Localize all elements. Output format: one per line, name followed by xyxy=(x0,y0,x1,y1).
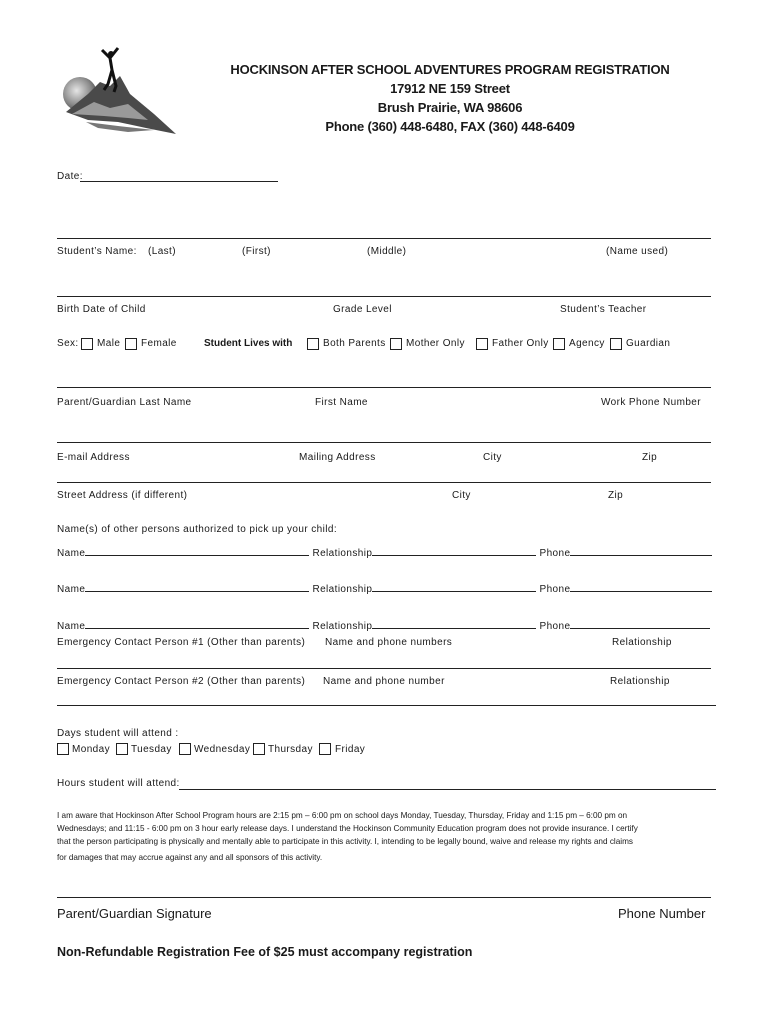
parent-name-field[interactable] xyxy=(57,387,711,388)
pickup-relationship-label: Relationship xyxy=(312,584,373,595)
name-used-label: (Name used) xyxy=(606,246,669,257)
date-label: Date: xyxy=(57,171,83,182)
email-label: E-mail Address xyxy=(57,452,130,463)
female-label: Female xyxy=(141,338,177,349)
pickup-name-label: Name xyxy=(57,584,86,595)
middle-label: (Middle) xyxy=(367,246,407,257)
pickup-relationship-label: Relationship xyxy=(312,548,373,559)
thursday-label: Thursday xyxy=(268,744,313,755)
monday-checkbox[interactable] xyxy=(57,743,69,755)
address-city: Brush Prairie, WA 98606 xyxy=(377,100,523,115)
wednesday-checkbox[interactable] xyxy=(179,743,191,755)
friday-checkbox[interactable] xyxy=(319,743,331,755)
fee-note: Non-Refundable Registration Fee of $25 must accompany registration xyxy=(57,945,473,959)
emergency-contact-2-relationship-label: Relationship xyxy=(610,676,670,687)
tuesday-checkbox[interactable] xyxy=(116,743,128,755)
both-parents-label: Both Parents xyxy=(323,338,386,349)
pickup-phone-label: Phone xyxy=(539,584,571,595)
friday-label: Friday xyxy=(335,744,366,755)
pickup-phone-label: Phone xyxy=(539,621,571,632)
pickup-name-field[interactable] xyxy=(85,618,309,629)
emergency-contact-2-field[interactable] xyxy=(57,705,716,706)
street-zip-label: Zip xyxy=(608,490,624,501)
pickup-phone-field[interactable] xyxy=(570,545,712,556)
email-mailing-field[interactable] xyxy=(57,442,711,443)
address-street: 17912 NE 159 Street xyxy=(390,81,510,96)
hours-field[interactable] xyxy=(179,789,716,790)
wednesday-label: Wednesday xyxy=(194,744,251,755)
pickup-relationship-field[interactable] xyxy=(372,545,536,556)
date-field[interactable] xyxy=(80,181,278,182)
street-address-field[interactable] xyxy=(57,482,711,483)
pickup-name-field[interactable] xyxy=(85,545,309,556)
father-only-checkbox[interactable] xyxy=(476,338,488,350)
pickup-row-3 xyxy=(57,618,710,632)
agency-checkbox[interactable] xyxy=(553,338,565,350)
signature-field[interactable] xyxy=(57,897,711,898)
tuesday-label: Tuesday xyxy=(131,744,172,755)
emergency-contact-2-numbers-label: Name and phone number xyxy=(323,676,445,687)
statement-line-3: that the person participating is physically and mentally able to participate in this activity. I, intending to be legally bound, waive and release my rights and claims xyxy=(57,837,634,846)
parent-last-name-label: Parent/Guardian Last Name xyxy=(57,397,192,408)
first-label: (First) xyxy=(242,246,271,257)
parent-first-name-label: First Name xyxy=(315,397,368,408)
grade-level-label: Grade Level xyxy=(333,304,392,315)
guardian-label: Guardian xyxy=(626,338,671,349)
mother-only-checkbox[interactable] xyxy=(390,338,402,350)
emergency-contact-2-label: Emergency Contact Person #2 (Other than parents) xyxy=(57,676,306,687)
street-city-label: City xyxy=(452,490,471,501)
pickup-phone-field[interactable] xyxy=(570,618,710,629)
pickup-relationship-field[interactable] xyxy=(372,581,536,592)
city-label: City xyxy=(483,452,502,463)
student-name-field[interactable] xyxy=(57,238,711,239)
pickup-row-2 xyxy=(57,581,712,595)
sex-label: Sex: xyxy=(57,338,79,349)
pickup-row-1 xyxy=(57,545,712,559)
last-label: (Last) xyxy=(148,246,176,257)
mailing-address-label: Mailing Address xyxy=(299,452,376,463)
pickup-name-label: Name xyxy=(57,621,86,632)
teacher-label: Student’s Teacher xyxy=(560,304,647,315)
emergency-contact-1-relationship-label: Relationship xyxy=(612,637,672,648)
signature-label: Parent/Guardian Signature xyxy=(57,906,212,921)
pickup-heading: Name(s) of other persons authorized to pick up your child: xyxy=(57,524,337,535)
emergency-contact-1-label: Emergency Contact Person #1 (Other than parents) xyxy=(57,637,306,648)
work-phone-label: Work Phone Number xyxy=(601,397,701,408)
father-only-label: Father Only xyxy=(492,338,549,349)
monday-label: Monday xyxy=(72,744,110,755)
runner-mountain-logo-icon xyxy=(58,42,180,138)
pickup-relationship-label: Relationship xyxy=(312,621,373,632)
lives-with-label: Student Lives with xyxy=(204,338,293,349)
pickup-phone-label: Phone xyxy=(539,548,571,559)
hours-label: Hours student will attend: xyxy=(57,778,180,789)
emergency-contact-1-field[interactable] xyxy=(57,668,711,669)
female-checkbox[interactable] xyxy=(125,338,137,350)
thursday-checkbox[interactable] xyxy=(253,743,265,755)
statement-line-2: Wednesdays; and 11:15 - 6:00 pm on 3 hour early release days. I understand the Hockinson Community Education program does not provide insurance. I certify xyxy=(57,824,638,833)
both-parents-checkbox[interactable] xyxy=(307,338,319,350)
male-label: Male xyxy=(97,338,121,349)
phone-fax: Phone (360) 448-6480, FAX (360) 448-6409 xyxy=(325,119,575,134)
mother-only-label: Mother Only xyxy=(406,338,465,349)
pickup-name-field[interactable] xyxy=(85,581,309,592)
pickup-name-label: Name xyxy=(57,548,86,559)
days-label: Days student will attend : xyxy=(57,728,179,739)
form-title: HOCKINSON AFTER SCHOOL ADVENTURES PROGRAM REGISTRATION xyxy=(230,62,670,77)
statement-line-1: I am aware that Hockinson After School Program hours are 2:15 pm – 6:00 pm on school days Monday, Tuesday, Thursday, Friday and 1:15 pm – 6:00 pm on xyxy=(57,811,628,820)
agency-label: Agency xyxy=(569,338,605,349)
guardian-checkbox[interactable] xyxy=(610,338,622,350)
birth-grade-teacher-field[interactable] xyxy=(57,296,711,297)
pickup-relationship-field[interactable] xyxy=(372,618,536,629)
pickup-phone-field[interactable] xyxy=(570,581,712,592)
signature-phone-label: Phone Number xyxy=(618,906,706,921)
emergency-contact-1-numbers-label: Name and phone numbers xyxy=(325,637,453,648)
male-checkbox[interactable] xyxy=(81,338,93,350)
logo xyxy=(58,42,180,138)
birth-date-label: Birth Date of Child xyxy=(57,304,146,315)
zip-label: Zip xyxy=(642,452,658,463)
street-address-label: Street Address (if different) xyxy=(57,490,188,501)
statement-line-4: for damages that may accrue against any and all sponsors of this activity. xyxy=(57,853,323,862)
student-name-label: Student’s Name: xyxy=(57,246,137,257)
